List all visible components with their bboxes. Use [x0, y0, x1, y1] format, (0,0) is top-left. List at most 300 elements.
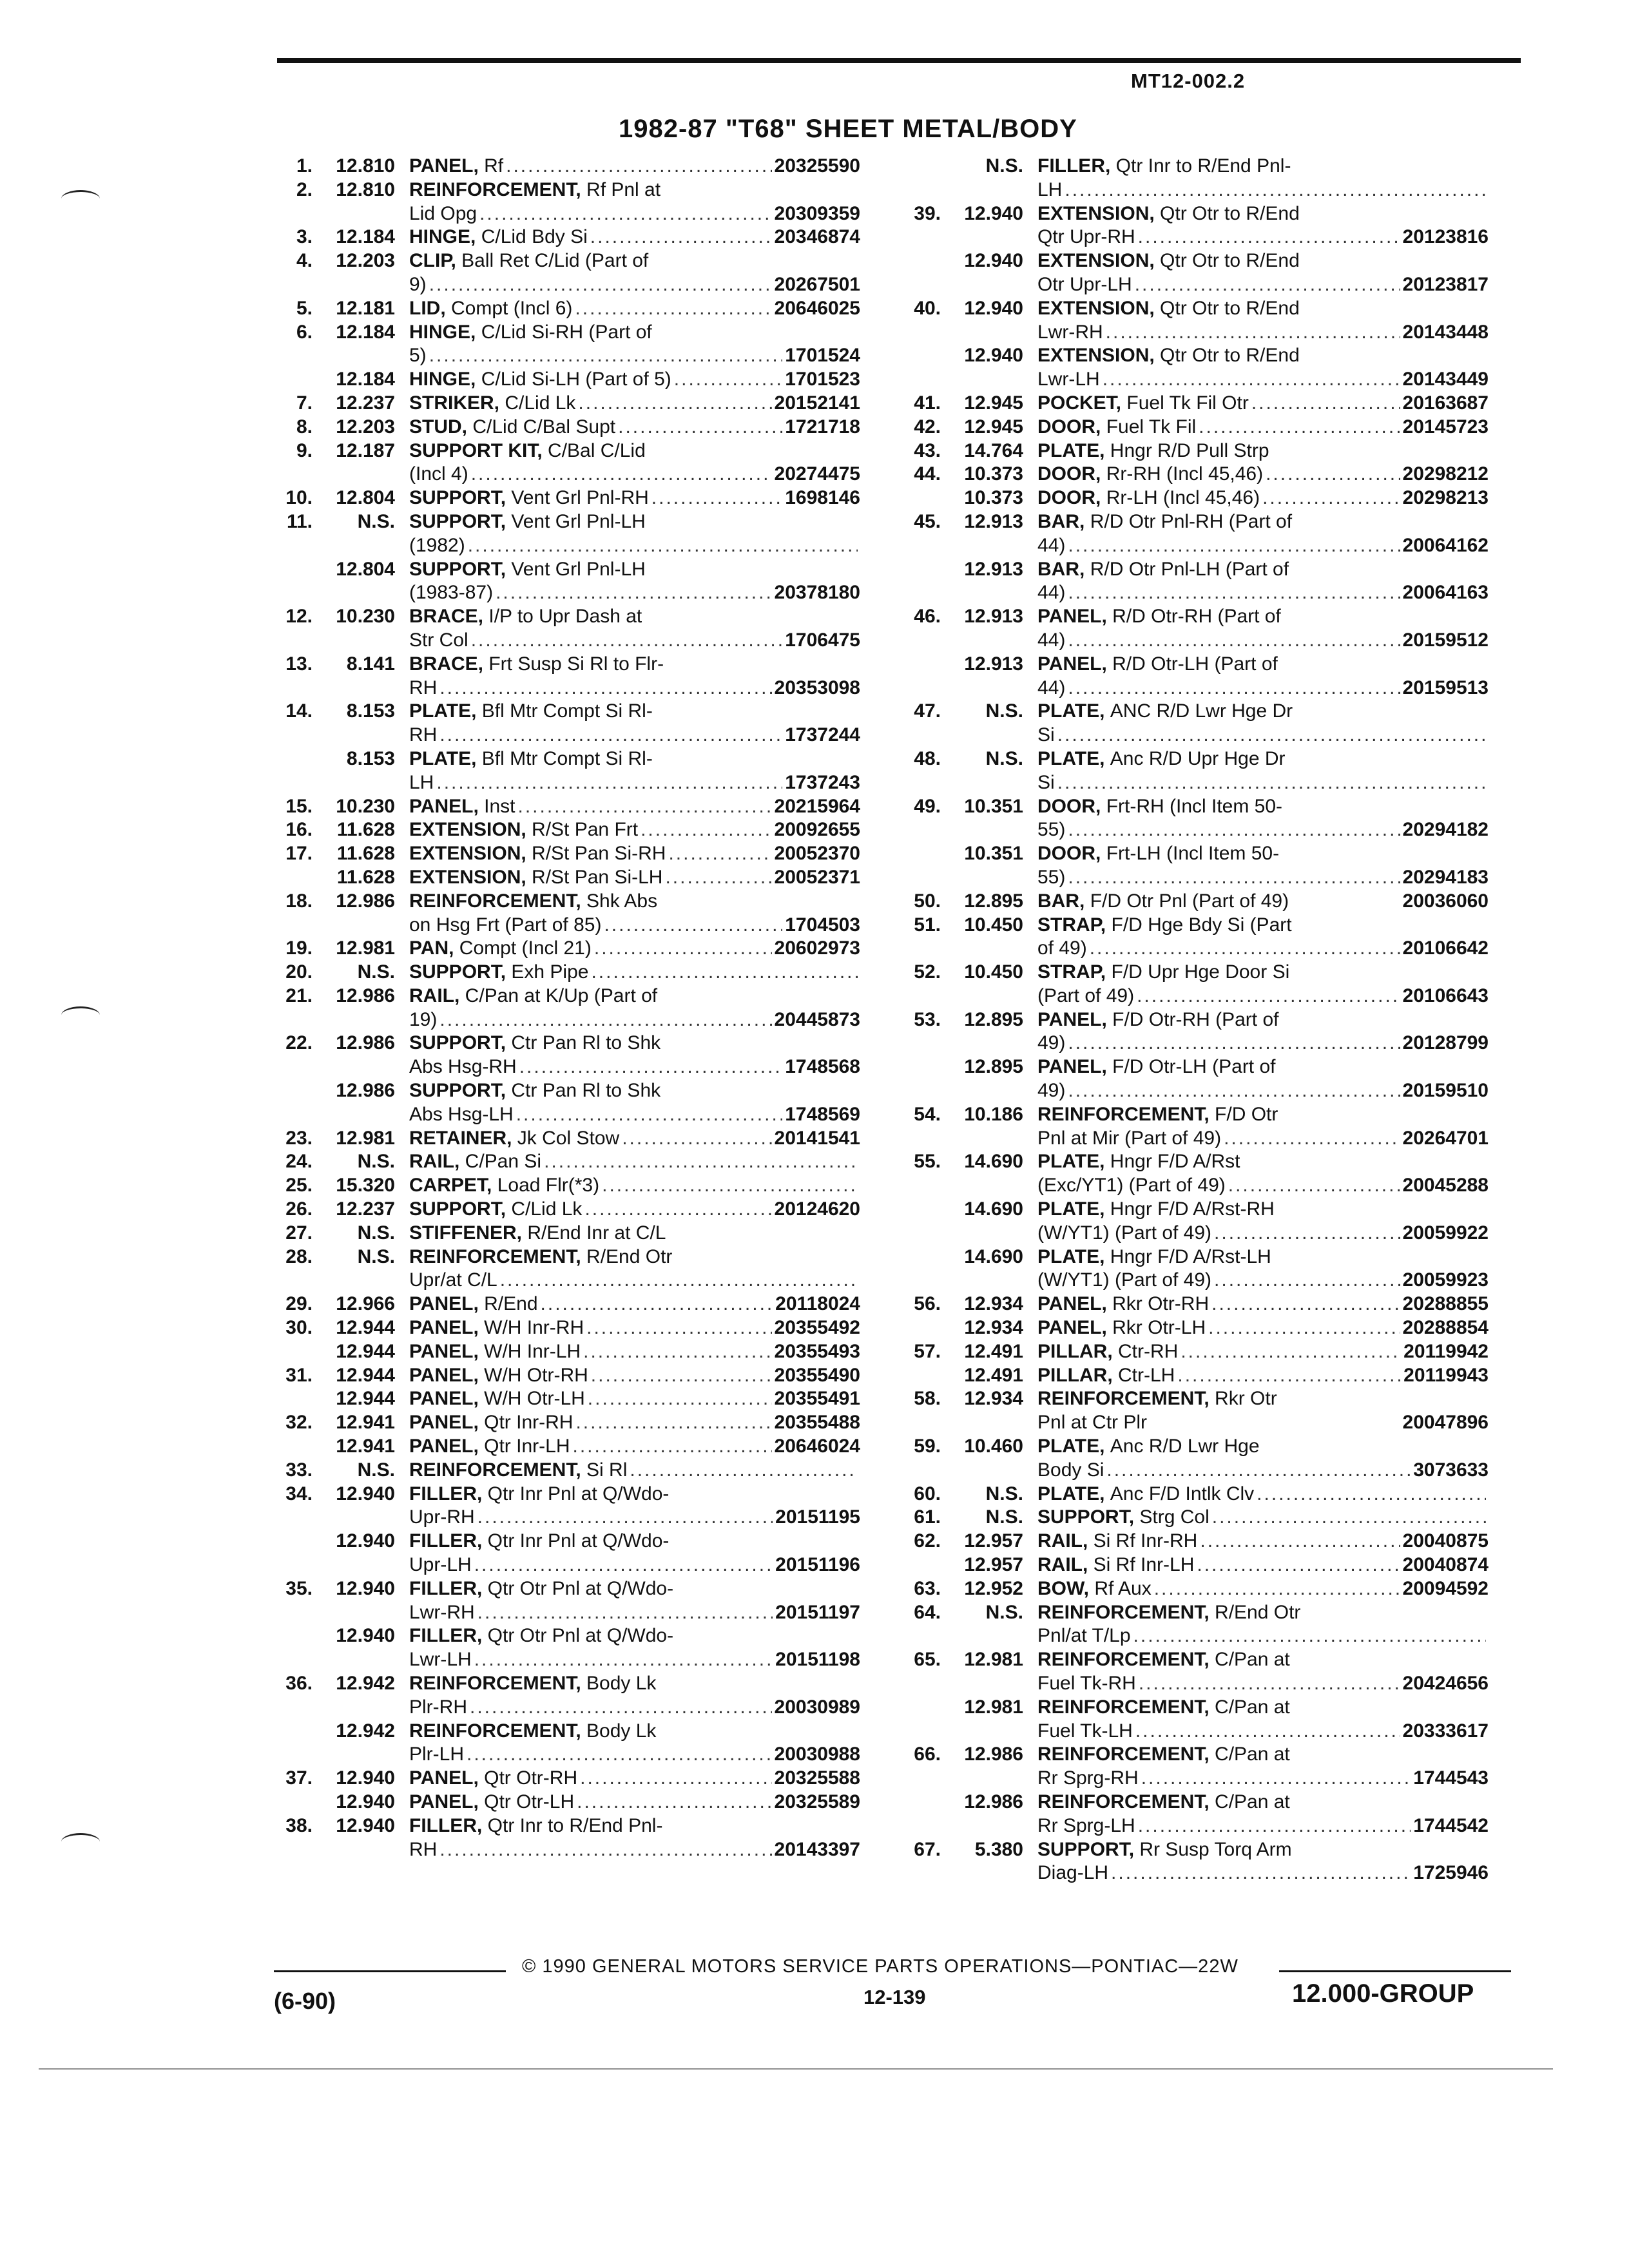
- item-number: 59.: [914, 1436, 941, 1457]
- item-number: 46.: [914, 606, 941, 628]
- part-description: [1037, 297, 1489, 345]
- part-description: [1037, 1103, 1489, 1151]
- description-line: [1037, 321, 1489, 345]
- group-reference: 12.981: [336, 1127, 395, 1149]
- part-name: REINFORCEMENT,: [1037, 1649, 1210, 1671]
- description-line: [1037, 1861, 1489, 1885]
- part-description: [409, 653, 860, 700]
- part-number: 20143448: [1402, 321, 1489, 343]
- description-line: [1037, 747, 1489, 771]
- part-description: [409, 392, 860, 416]
- part-name: PANEL,: [409, 1293, 479, 1315]
- part-description: [1037, 510, 1489, 558]
- part-description: [409, 155, 860, 178]
- description-text: Rf: [484, 155, 504, 177]
- group-reference: 14.690: [964, 1245, 1023, 1267]
- part-description: [1037, 439, 1489, 463]
- item-number: 57.: [914, 1340, 941, 1362]
- description-line: [409, 1553, 860, 1577]
- part-number: 20123816: [1402, 226, 1489, 248]
- description-line: [409, 1814, 860, 1838]
- description-line: [409, 1767, 860, 1791]
- description-line: [409, 439, 860, 463]
- description-text: Ctr Pan Rl to Shk: [511, 1080, 661, 1102]
- dot-leader: [577, 1791, 771, 1814]
- part-entry: [274, 818, 860, 842]
- part-number: 20646025: [774, 297, 860, 319]
- description-text: Rf Aux: [1094, 1577, 1152, 1599]
- group-reference: N.S.: [985, 747, 1023, 769]
- group-reference: 12.934: [964, 1317, 1023, 1339]
- part-number: 20602973: [774, 937, 860, 959]
- part-entry: [902, 1198, 1489, 1245]
- dot-leader: [594, 937, 772, 961]
- part-number: 20159512: [1402, 629, 1489, 651]
- group-reference: 12.237: [336, 392, 395, 414]
- part-entry: [902, 1743, 1489, 1791]
- description-text: Si: [1037, 724, 1055, 746]
- part-description: [1037, 605, 1489, 653]
- part-name: BRACE,: [409, 653, 484, 675]
- part-number: 20151195: [775, 1506, 860, 1528]
- group-reference: 12.913: [964, 558, 1023, 580]
- part-entry: [902, 510, 1489, 558]
- item-number: [274, 1720, 319, 1767]
- part-description: [409, 961, 860, 985]
- part-description: [409, 1340, 860, 1364]
- description-text: Compt (Incl 6): [451, 297, 573, 319]
- part-entry: [902, 297, 1489, 345]
- dot-leader: [1139, 1672, 1400, 1696]
- part-name: STRAP,: [1037, 961, 1106, 983]
- description-text: RH: [409, 724, 438, 746]
- part-name: PLATE,: [409, 747, 477, 769]
- description-line: [1037, 1269, 1489, 1293]
- description-text: Plr-LH: [409, 1744, 465, 1765]
- description-text: Hngr F/D A/Rst-RH: [1110, 1198, 1275, 1220]
- part-description: [1037, 1838, 1489, 1886]
- item-number: [902, 486, 947, 510]
- description-line: [409, 581, 860, 605]
- part-description: [1037, 1601, 1489, 1649]
- part-entry: [274, 1411, 860, 1435]
- part-description: [409, 1222, 860, 1245]
- description-line: [1037, 297, 1489, 321]
- binder-hole-mark: [61, 190, 100, 207]
- part-description: [409, 1814, 860, 1862]
- dot-leader: [1154, 1577, 1400, 1601]
- part-number: 20159510: [1402, 1080, 1489, 1102]
- description-text: Qtr Otr to R/End: [1160, 250, 1300, 272]
- item-number: 17.: [285, 843, 313, 865]
- description-line: [409, 700, 860, 724]
- group-reference: 12.944: [336, 1340, 395, 1362]
- description-text: F/D Otr: [1215, 1103, 1278, 1125]
- description-line: [409, 558, 860, 582]
- part-entry: [902, 1103, 1489, 1151]
- description-text: Qtr Otr-LH: [484, 1791, 575, 1812]
- description-line: [1037, 439, 1489, 463]
- description-text: C/Bal C/Lid: [548, 439, 646, 461]
- part-entry: [274, 866, 860, 890]
- part-number: 20094592: [1402, 1577, 1489, 1599]
- description-text: (W/YT1) (Part of 49): [1037, 1269, 1212, 1291]
- description-text: Frt-LH (Incl Item 50-: [1106, 843, 1280, 865]
- description-text: R/D Otr Pnl-RH (Part of: [1090, 510, 1293, 532]
- description-text: Qtr Inr Pnl at Q/Wdo-: [487, 1530, 670, 1552]
- description-text: C/Lid Lk: [511, 1198, 583, 1220]
- description-text: LH: [1037, 178, 1063, 200]
- part-entry: [274, 747, 860, 795]
- description-line: [409, 1245, 860, 1269]
- part-entry: [274, 1174, 860, 1198]
- description-text: Frt Susp Si Rl to Flr-: [488, 653, 664, 675]
- group-reference: 12.913: [964, 653, 1023, 675]
- item-number: 10.: [285, 487, 313, 509]
- description-line: [1037, 842, 1489, 866]
- description-text: 55): [1037, 866, 1066, 888]
- part-entry: [274, 392, 860, 416]
- part-description: [1037, 463, 1489, 486]
- part-name: REINFORCEMENT,: [1037, 1791, 1210, 1812]
- description-text: Fuel Tk-RH: [1037, 1673, 1136, 1694]
- description-line: [1037, 629, 1489, 653]
- description-text: Abs Hsg-LH: [409, 1103, 514, 1125]
- part-name: EXTENSION,: [409, 866, 526, 888]
- group-reference: 14.690: [964, 1198, 1023, 1220]
- part-number: 1698146: [785, 487, 860, 509]
- part-description: [1037, 1245, 1489, 1293]
- group-reference: 12.940: [336, 1625, 395, 1647]
- group-reference: 12.944: [336, 1388, 395, 1410]
- description-line: [409, 1316, 860, 1340]
- description-line: [1037, 1387, 1489, 1411]
- part-entry: [274, 1767, 860, 1791]
- part-entry: [902, 1150, 1489, 1198]
- description-text: Compt (Incl 21): [459, 937, 592, 959]
- part-description: [409, 1720, 860, 1767]
- item-number: 30.: [285, 1317, 313, 1339]
- description-text: Qtr Inr-LH: [484, 1436, 570, 1457]
- part-description: [409, 1245, 860, 1293]
- item-number: 38.: [285, 1814, 313, 1836]
- description-text: Vent Grl Pnl-RH: [511, 487, 649, 509]
- description-text: (Incl 4): [409, 463, 468, 485]
- description-text: Pnl at Mir (Part of 49): [1037, 1127, 1222, 1149]
- part-name: RAIL,: [1037, 1530, 1088, 1552]
- group-reference: 11.628: [336, 819, 395, 841]
- description-line: [1037, 368, 1489, 392]
- description-line: [409, 1387, 860, 1411]
- part-name: REINFORCEMENT,: [1037, 1388, 1210, 1410]
- dot-leader: [479, 202, 771, 226]
- part-number: 20355493: [774, 1340, 860, 1362]
- part-name: SUPPORT,: [409, 1032, 506, 1054]
- part-name: PANEL,: [409, 1317, 479, 1339]
- description-text: on Hsg Frt (Part of 85): [409, 914, 602, 936]
- part-description: [409, 226, 860, 249]
- part-entry: [274, 416, 860, 439]
- description-text: Qtr Inr-RH: [484, 1412, 574, 1434]
- item-number: 39.: [914, 202, 941, 224]
- item-number: [274, 1530, 319, 1577]
- description-text: Rr-RH (Incl 45,46): [1106, 463, 1264, 485]
- item-number: [902, 1364, 947, 1388]
- part-entry: [902, 1601, 1489, 1649]
- part-entry: [274, 1459, 860, 1483]
- part-entry: [902, 747, 1489, 795]
- document-code: MT12-002.2: [1131, 70, 1246, 92]
- part-name: FILLER,: [409, 1530, 483, 1552]
- dot-leader: [591, 1364, 772, 1388]
- item-number: 12.: [285, 606, 313, 628]
- part-name: RETAINER,: [409, 1127, 512, 1149]
- dot-leader: [471, 463, 772, 486]
- description-text: Qtr Otr Pnl at Q/Wdo-: [487, 1625, 674, 1647]
- part-entry: [902, 1387, 1489, 1435]
- description-text: 44): [1037, 534, 1066, 556]
- description-line: [409, 1743, 860, 1767]
- dot-leader: [584, 1198, 771, 1222]
- part-name: SUPPORT,: [1037, 1506, 1135, 1528]
- description-line: [1037, 818, 1489, 842]
- part-number: 20124620: [774, 1198, 860, 1220]
- description-text: (W/YT1) (Part of 49): [1037, 1222, 1212, 1244]
- footer-group-label: 12.000-GROUP: [1292, 1979, 1474, 2008]
- description-line: [1037, 1055, 1489, 1079]
- description-line: [1037, 1174, 1489, 1198]
- part-entry: [274, 700, 860, 747]
- item-number: 51.: [914, 914, 941, 936]
- description-line: [409, 1459, 860, 1483]
- part-name: REINFORCEMENT,: [1037, 1744, 1210, 1765]
- part-entry: [902, 1577, 1489, 1601]
- description-text: Si Rf Inr-RH: [1093, 1530, 1198, 1552]
- description-line: [409, 321, 860, 345]
- part-number: 20040874: [1402, 1554, 1489, 1576]
- part-entry: [902, 249, 1489, 297]
- description-text: R/D Otr-LH (Part of: [1112, 653, 1278, 675]
- item-number: 33.: [285, 1459, 313, 1481]
- part-description: [409, 1032, 860, 1079]
- description-line: [409, 1055, 860, 1079]
- item-number: 3.: [296, 226, 313, 248]
- dot-leader: [474, 1648, 773, 1672]
- description-text: Inst: [484, 795, 516, 817]
- part-number: 20378180: [774, 582, 860, 604]
- item-number: 16.: [285, 819, 313, 841]
- part-entry: [902, 463, 1489, 486]
- part-description: [1037, 202, 1489, 250]
- part-entry: [902, 439, 1489, 463]
- description-line: [409, 1435, 860, 1459]
- dot-leader: [1138, 226, 1400, 249]
- part-name: SUPPORT,: [409, 510, 506, 532]
- dot-leader: [1068, 818, 1400, 842]
- group-reference: 12.804: [336, 487, 395, 509]
- description-text: RH: [409, 1838, 438, 1860]
- group-reference: 12.895: [964, 1056, 1023, 1078]
- description-text: Ctr Pan Rl to Shk: [511, 1032, 661, 1054]
- item-number: 27.: [285, 1222, 313, 1244]
- part-description: [1037, 392, 1489, 416]
- item-number: 11.: [286, 510, 313, 532]
- part-description: [409, 1079, 860, 1127]
- description-line: [1037, 937, 1489, 961]
- part-name: PLATE,: [1037, 700, 1105, 722]
- part-entry: [902, 1293, 1489, 1316]
- part-number: 1737243: [785, 771, 860, 793]
- description-line: [409, 344, 860, 368]
- dot-leader: [665, 866, 771, 890]
- description-text: Plr-RH: [409, 1696, 467, 1718]
- description-text: Body Lk: [586, 1720, 657, 1742]
- part-description: [409, 700, 860, 747]
- part-name: SUPPORT KIT,: [409, 439, 543, 461]
- description-line: [1037, 1696, 1489, 1720]
- part-number: 20288854: [1402, 1317, 1489, 1339]
- part-description: [409, 1411, 860, 1435]
- description-line: [409, 1150, 860, 1174]
- description-line: [1037, 795, 1489, 819]
- part-entry: [274, 1340, 860, 1364]
- group-reference: N.S.: [357, 1245, 395, 1267]
- description-text: Body Si: [1037, 1459, 1104, 1481]
- part-number: 20059922: [1402, 1222, 1489, 1244]
- description-line: [409, 677, 860, 700]
- part-name: PANEL,: [1037, 653, 1107, 675]
- description-text: Ball Ret C/Lid (Part of: [461, 250, 649, 272]
- description-line: [1037, 486, 1489, 510]
- description-text: Qtr Otr Pnl at Q/Wdo-: [487, 1577, 674, 1599]
- dot-leader: [1068, 534, 1400, 558]
- description-line: [409, 392, 860, 416]
- part-name: CARPET,: [409, 1175, 492, 1196]
- item-number: 43.: [914, 439, 941, 461]
- group-reference: 12.981: [336, 937, 395, 959]
- part-entry: [902, 914, 1489, 961]
- dot-leader: [544, 1150, 858, 1174]
- description-text: Qtr Otr to R/End: [1160, 202, 1300, 224]
- group-reference: 12.952: [964, 1577, 1023, 1599]
- dot-leader: [468, 534, 858, 558]
- part-number: 20294182: [1402, 819, 1489, 841]
- part-name: PAN,: [409, 937, 454, 959]
- dot-leader: [1141, 1767, 1411, 1791]
- group-reference: 12.203: [336, 416, 395, 437]
- part-description: [1037, 1577, 1489, 1601]
- description-line: [409, 771, 860, 795]
- part-name: PANEL,: [1037, 1317, 1107, 1339]
- dot-leader: [1224, 1127, 1400, 1151]
- description-line: [1037, 677, 1489, 700]
- item-number: 64.: [914, 1601, 941, 1623]
- description-line: [1037, 392, 1489, 416]
- description-text: ANC R/D Lwr Hge Dr: [1110, 700, 1293, 722]
- part-entry: [274, 1624, 860, 1672]
- part-name: STRAP,: [1037, 914, 1106, 936]
- dot-leader: [436, 771, 782, 795]
- item-number: 36.: [285, 1673, 313, 1694]
- part-entry: [902, 1435, 1489, 1483]
- part-description: [1037, 1743, 1489, 1791]
- part-entry: [274, 558, 860, 606]
- description-text: Fuel Tk-LH: [1037, 1720, 1133, 1742]
- part-entry: [274, 961, 860, 985]
- bottom-rule: [39, 2068, 1553, 2070]
- description-text: C/Pan at K/Up (Part of: [465, 985, 658, 1006]
- part-entry: [274, 1150, 860, 1174]
- description-text: Ctr-RH: [1118, 1340, 1179, 1362]
- group-reference: 12.944: [336, 1364, 395, 1386]
- part-name: BRACE,: [409, 606, 484, 628]
- description-line: [409, 1222, 860, 1245]
- description-text: LH: [409, 771, 434, 793]
- item-number: [902, 653, 947, 700]
- part-name: PANEL,: [409, 795, 479, 817]
- part-number: 20445873: [774, 1008, 860, 1030]
- description-text: Si Rf Inr-LH: [1093, 1554, 1195, 1576]
- group-reference: 12.986: [336, 985, 395, 1006]
- description-text: Rr Sprg-RH: [1037, 1767, 1139, 1789]
- part-entry: [902, 202, 1489, 250]
- description-text: R/End Inr at C/L: [527, 1222, 666, 1244]
- part-number: 20143449: [1402, 369, 1489, 390]
- description-text: Rkr Otr: [1215, 1388, 1277, 1410]
- dot-leader: [439, 677, 771, 700]
- group-reference: 12.986: [964, 1744, 1023, 1765]
- description-line: [1037, 581, 1489, 605]
- part-number: 20325588: [774, 1767, 860, 1789]
- part-name: RAIL,: [1037, 1554, 1088, 1576]
- item-number: [902, 344, 947, 392]
- group-reference: 12.945: [964, 392, 1023, 414]
- item-number: [902, 155, 947, 202]
- item-number: 34.: [285, 1483, 313, 1504]
- description-text: Lwr-LH: [409, 1649, 472, 1671]
- description-text: R/D Otr-RH (Part of: [1112, 606, 1281, 628]
- description-line: [1037, 961, 1489, 985]
- part-entry: [274, 249, 860, 297]
- part-number: 20646024: [774, 1436, 860, 1457]
- part-number: 20040875: [1402, 1530, 1489, 1552]
- group-reference: 12.986: [336, 1080, 395, 1102]
- part-description: [409, 1316, 860, 1340]
- part-description: [409, 1293, 860, 1316]
- part-name: FILLER,: [409, 1625, 483, 1647]
- description-line: [409, 653, 860, 677]
- part-entry: [274, 1577, 860, 1625]
- dot-leader: [1138, 1814, 1411, 1838]
- description-line: [409, 202, 860, 226]
- part-description: [409, 1150, 860, 1174]
- part-entry: [902, 558, 1489, 606]
- footer-copyright: © 1990 GENERAL MOTORS SERVICE PARTS OPERATIONS—PONTIAC—22W: [522, 1956, 1239, 1977]
- part-entry: [274, 1387, 860, 1411]
- part-name: PLATE,: [1037, 1151, 1105, 1173]
- dot-leader: [580, 1767, 771, 1791]
- description-line: [409, 510, 860, 534]
- group-reference: 12.810: [336, 155, 395, 177]
- description-line: [1037, 155, 1489, 178]
- part-number: 20333617: [1402, 1720, 1489, 1742]
- part-entry: [902, 1245, 1489, 1293]
- item-number: [274, 747, 319, 795]
- group-reference: N.S.: [985, 700, 1023, 722]
- dot-leader: [1106, 1459, 1411, 1483]
- description-line: [409, 818, 860, 842]
- description-text: Si: [1037, 771, 1055, 793]
